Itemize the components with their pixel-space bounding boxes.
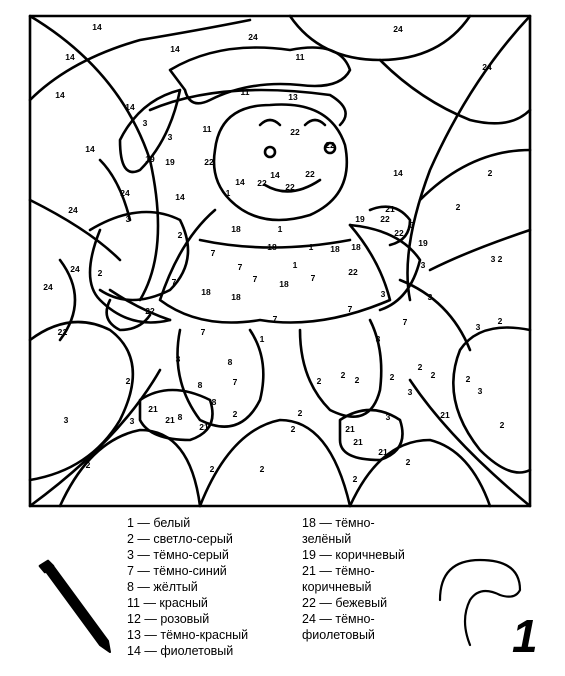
region-number: 21 xyxy=(165,415,175,425)
region-number: 2 xyxy=(125,376,131,386)
region-number: 2 xyxy=(497,254,503,264)
region-number: 8 xyxy=(197,380,203,390)
leg-right xyxy=(297,320,381,418)
web-line xyxy=(30,16,158,300)
region-number: 2 xyxy=(389,372,395,382)
region-number: 2 xyxy=(290,424,296,434)
region-number: 21 xyxy=(385,204,395,214)
region-number: 24 xyxy=(120,188,130,198)
region-number: 21 xyxy=(148,404,158,414)
region-number: 3 xyxy=(490,254,496,264)
shoe-left xyxy=(140,390,213,440)
legend-entry: 24 — тёмно- xyxy=(302,612,375,626)
region-number: 1 xyxy=(292,260,298,270)
legend-entry: зелёный xyxy=(302,532,352,546)
region-number: 14 xyxy=(170,44,180,54)
web-line xyxy=(430,230,530,270)
region-number: 14 xyxy=(125,102,135,112)
region-number: 13 xyxy=(288,92,298,102)
legend-entry: 14 — фиолетовый xyxy=(127,644,234,658)
legend-entry: 22 — бежевый xyxy=(302,596,388,610)
region-number: 2 xyxy=(465,374,471,384)
region-number: 18 xyxy=(351,242,361,252)
region-number: 14 xyxy=(85,144,95,154)
region-number: 14 xyxy=(92,22,102,32)
region-number: 3 xyxy=(409,220,415,230)
region-number: 3 xyxy=(477,386,483,396)
region-number: 7 xyxy=(347,304,353,314)
region-number: 18 xyxy=(231,224,241,234)
region-number: 7 xyxy=(171,277,177,287)
region-number: 2 xyxy=(455,202,461,212)
region-number: 22 xyxy=(380,214,390,224)
region-number: 3 xyxy=(407,387,413,397)
region-number: 3 xyxy=(125,214,131,224)
legend-entry: 19 — коричневый xyxy=(302,548,405,562)
legend-entry: 12 — розовый xyxy=(127,612,210,626)
region-number: 2 xyxy=(177,230,183,240)
region-number: 24 xyxy=(393,24,403,34)
region-number: 14 xyxy=(393,168,403,178)
web-line xyxy=(407,380,530,506)
region-number: 24 xyxy=(68,205,78,215)
region-number: 3 xyxy=(375,334,381,344)
region-number: 22 xyxy=(305,169,315,179)
region-number: 21 xyxy=(353,437,363,447)
region-number: 2 xyxy=(62,327,68,337)
region-number: 21 xyxy=(345,424,355,434)
legend-entry: 3 — тёмно-серый xyxy=(127,548,229,562)
region-number: 2 xyxy=(487,168,493,178)
web-line xyxy=(60,430,200,506)
region-number: 14 xyxy=(270,170,280,180)
region-number: 7 xyxy=(310,273,316,283)
web-line xyxy=(30,20,250,100)
region-number: 2 xyxy=(417,362,423,372)
region-number: 2 xyxy=(97,268,103,278)
region-number: 8 xyxy=(177,412,183,422)
page-number: 1 xyxy=(512,610,538,662)
region-number: 22 xyxy=(257,178,267,188)
head-outline xyxy=(214,105,347,221)
region-number: 18 xyxy=(267,242,277,252)
region-number: 7 xyxy=(402,317,408,327)
region-number: 2 xyxy=(297,408,303,418)
legend-left xyxy=(127,515,248,659)
region-number: 1 xyxy=(225,188,231,198)
legend-entry: 8 — жёлтый xyxy=(127,580,198,594)
web-line xyxy=(30,322,133,480)
region-number: 3 xyxy=(385,412,391,422)
region-number: 7 xyxy=(272,314,278,324)
region-number: 2 xyxy=(259,464,265,474)
legend-entry: 21 — тёмно- xyxy=(302,564,375,578)
web-line xyxy=(30,370,160,506)
region-number: 3 xyxy=(129,416,135,426)
region-number: 24 xyxy=(248,32,258,42)
legend-entry: 2 — светло-серый xyxy=(127,532,233,546)
pencil-icon xyxy=(40,561,110,652)
region-number: 24 xyxy=(482,62,492,72)
head-detail xyxy=(305,120,325,125)
region-number: 2 xyxy=(340,370,346,380)
region-number: 2 xyxy=(209,464,215,474)
legend-entry: 1 — белый xyxy=(127,516,191,530)
region-number: 22 xyxy=(325,140,335,150)
region-number: 11 xyxy=(295,52,305,62)
region-number: 1 xyxy=(308,242,314,252)
swirl xyxy=(440,560,520,645)
region-number: 19 xyxy=(145,154,155,164)
region-number: 21 xyxy=(378,447,388,457)
region-number: 22 xyxy=(285,182,295,192)
region-number: 3 xyxy=(142,118,148,128)
region-number: 18 xyxy=(279,279,289,289)
region-number: 2 xyxy=(232,409,238,419)
region-number: 2 xyxy=(354,375,360,385)
region-number: 14 xyxy=(175,192,185,202)
region-number: 3 xyxy=(475,322,481,332)
region-number: 2 xyxy=(405,457,411,467)
region-number: 21 xyxy=(199,422,209,432)
legend-entry: фиолетовый xyxy=(302,628,375,642)
region-number: 11 xyxy=(202,124,212,134)
region-number: 3 xyxy=(167,132,173,142)
region-number: 18 xyxy=(201,287,211,297)
region-number: 19 xyxy=(418,238,428,248)
web-line xyxy=(200,420,350,506)
hand-left xyxy=(107,300,150,330)
region-number: 7 xyxy=(232,377,238,387)
region-number: 3 xyxy=(420,260,426,270)
region-number: 21 xyxy=(440,410,450,420)
web-line xyxy=(408,16,531,300)
web-line xyxy=(290,16,470,60)
region-number: 3 xyxy=(63,415,69,425)
region-number: 1 xyxy=(259,334,265,344)
region-number: 7 xyxy=(237,262,243,272)
legend-entry: 11 — красный xyxy=(127,596,208,610)
region-number: 2 xyxy=(497,316,503,326)
region-number: 2 xyxy=(352,474,358,484)
region-number: 3 xyxy=(175,354,181,364)
region-number: 2 xyxy=(316,376,322,386)
region-number: 24 xyxy=(70,264,80,274)
region-number: 7 xyxy=(200,327,206,337)
legend-entry: коричневый xyxy=(302,580,372,594)
web-line xyxy=(380,60,530,123)
region-number: 1 xyxy=(277,224,283,234)
region-number: 2 xyxy=(499,420,505,430)
legend-entry: 7 — тёмно-синий xyxy=(127,564,227,578)
region-number: 22 xyxy=(290,127,300,137)
region-number: 14 xyxy=(65,52,75,62)
leg-left xyxy=(175,330,264,427)
region-number: 7 xyxy=(210,248,216,258)
region-number: 19 xyxy=(165,157,175,167)
region-number: 14 xyxy=(55,90,65,100)
region-number: 8 xyxy=(227,357,233,367)
region-number: 14 xyxy=(235,177,245,187)
region-number: 2 xyxy=(85,460,91,470)
region-number: 19 xyxy=(355,214,365,224)
legend-entry: 13 — тёмно-красный xyxy=(127,628,249,642)
region-number: 18 xyxy=(330,244,340,254)
region-number: 11 xyxy=(240,87,250,97)
region-number: 3 xyxy=(427,292,433,302)
region-number: 2 xyxy=(430,370,436,380)
region-number: 24 xyxy=(43,282,53,292)
region-number: 22 xyxy=(204,157,214,167)
web-line xyxy=(453,328,530,473)
web-line xyxy=(400,280,470,350)
region-number: 22 xyxy=(145,306,155,316)
eye-left xyxy=(265,147,275,157)
region-number: 18 xyxy=(231,292,241,302)
region-number: 8 xyxy=(211,397,217,407)
region-number: 2 xyxy=(57,327,63,337)
region-number: 7 xyxy=(252,274,258,284)
region-number: 3 xyxy=(380,289,386,299)
legend-entry: 18 — тёмно- xyxy=(302,516,375,530)
region-number: 22 xyxy=(394,228,404,238)
head-detail xyxy=(260,120,280,125)
legend-right xyxy=(302,515,405,643)
region-number: 22 xyxy=(348,267,358,277)
